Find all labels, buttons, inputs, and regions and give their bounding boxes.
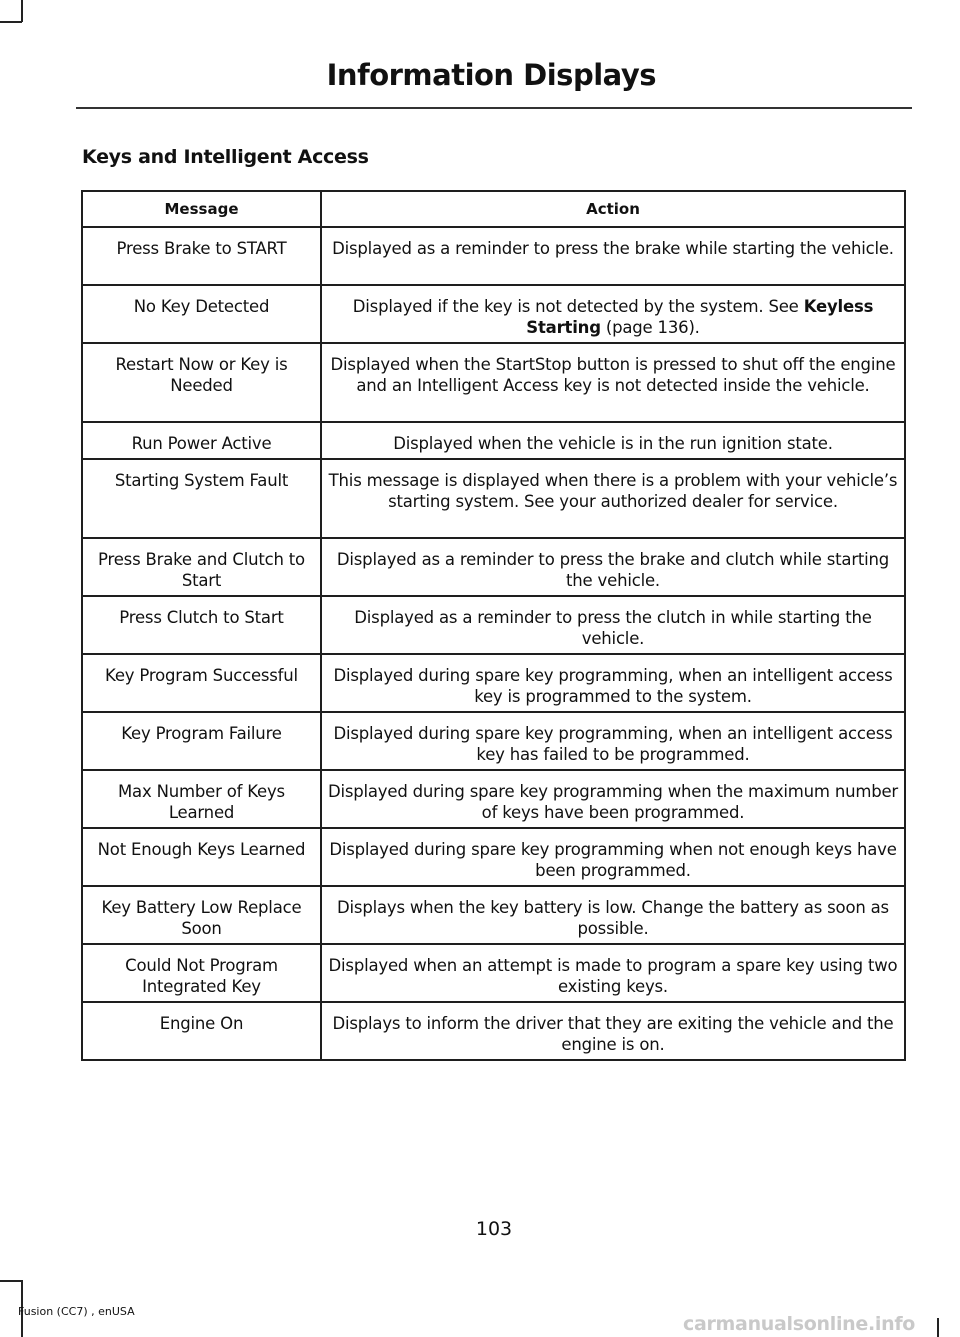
- page-reference: (page 136).: [600, 318, 700, 337]
- section-title: Keys and Intelligent Access: [82, 146, 369, 168]
- action-cell: [321, 285, 905, 343]
- action-cell: Displays when the key battery is low. Change the battery as soon as possible.: [321, 886, 905, 944]
- message-cell: Press Brake to START: [82, 227, 321, 285]
- action-cell: Displays to inform the driver that they are exiting the vehicle and the engine is on.: [321, 1002, 905, 1060]
- message-cell: No Key Detected: [82, 285, 321, 343]
- action-cell: Displayed as a reminder to press the clutch in while starting the vehicle.: [321, 596, 905, 654]
- message-cell: Key Program Successful: [82, 654, 321, 712]
- footer-model-text: Fusion (CC7) , enUSA: [18, 1305, 135, 1318]
- column-header-action: Action: [321, 191, 905, 227]
- crop-mark-bottom-left-h: [0, 1280, 22, 1282]
- message-cell: Press Clutch to Start: [82, 596, 321, 654]
- message-cell: Run Power Active: [82, 422, 321, 459]
- header-divider: [76, 107, 912, 109]
- action-cell: Displayed as a reminder to press the brake while starting the vehicle.: [321, 227, 905, 285]
- table-row: [82, 596, 905, 654]
- cross-reference-link[interactable]: Keyless Starting: [526, 297, 874, 337]
- page-number: 103: [475, 1218, 513, 1240]
- messages-table: [81, 190, 906, 1061]
- message-cell: Engine On: [82, 1002, 321, 1060]
- table-row: [82, 886, 905, 944]
- crop-mark-top-left-h: [0, 21, 22, 23]
- action-cell: Displayed when the StartStop button is pressed to shut off the engine and an Intelligent Access key is not detected inside the vehicle.: [321, 343, 905, 422]
- action-cell: Displayed during spare key programming, when an intelligent access key has failed to be programmed.: [321, 712, 905, 770]
- action-cell: Displayed during spare key programming, when an intelligent access key is programmed to the system.: [321, 654, 905, 712]
- table-header-row: [82, 191, 905, 227]
- message-cell: Press Brake and Clutch to Start: [82, 538, 321, 596]
- table-row: [82, 712, 905, 770]
- action-cell: Displayed as a reminder to press the brake and clutch while starting the vehicle.: [321, 538, 905, 596]
- table-row: [82, 285, 905, 343]
- action-text: Displayed if the key is not detected by the system. See: [352, 297, 799, 316]
- crop-mark-bottom-right-v: [937, 1318, 939, 1337]
- table-row: [82, 459, 905, 538]
- message-cell: Key Program Failure: [82, 712, 321, 770]
- table-row: [82, 654, 905, 712]
- table-row: [82, 828, 905, 886]
- action-cell: Displayed during spare key programming when the maximum number of keys have been programmed.: [321, 770, 905, 828]
- table-row: [82, 422, 905, 459]
- action-cell: Displayed during spare key programming when not enough keys have been programmed.: [321, 828, 905, 886]
- message-cell: Max Number of Keys Learned: [82, 770, 321, 828]
- column-header-message: Message: [82, 191, 321, 227]
- table-row: [82, 343, 905, 422]
- table-row: [82, 538, 905, 596]
- page-header-title: Information Displays: [326, 58, 656, 92]
- watermark-logo: carmanualsonline.info: [683, 1313, 916, 1335]
- message-cell: Restart Now or Key is Needed: [82, 343, 321, 422]
- action-cell: Displayed when an attempt is made to program a spare key using two existing keys.: [321, 944, 905, 1002]
- table-row: [82, 227, 905, 285]
- message-cell: Starting System Fault: [82, 459, 321, 538]
- table-row: [82, 944, 905, 1002]
- action-cell: Displayed when the vehicle is in the run ignition state.: [321, 422, 905, 459]
- crop-mark-top-left-v: [21, 0, 23, 22]
- table-row: [82, 770, 905, 828]
- table-row: [82, 1002, 905, 1060]
- action-cell: This message is displayed when there is a problem with your vehicle’s starting system. See your authorized dealer for service.: [321, 459, 905, 538]
- message-cell: Not Enough Keys Learned: [82, 828, 321, 886]
- message-cell: Could Not Program Integrated Key: [82, 944, 321, 1002]
- message-cell: Key Battery Low Replace Soon: [82, 886, 321, 944]
